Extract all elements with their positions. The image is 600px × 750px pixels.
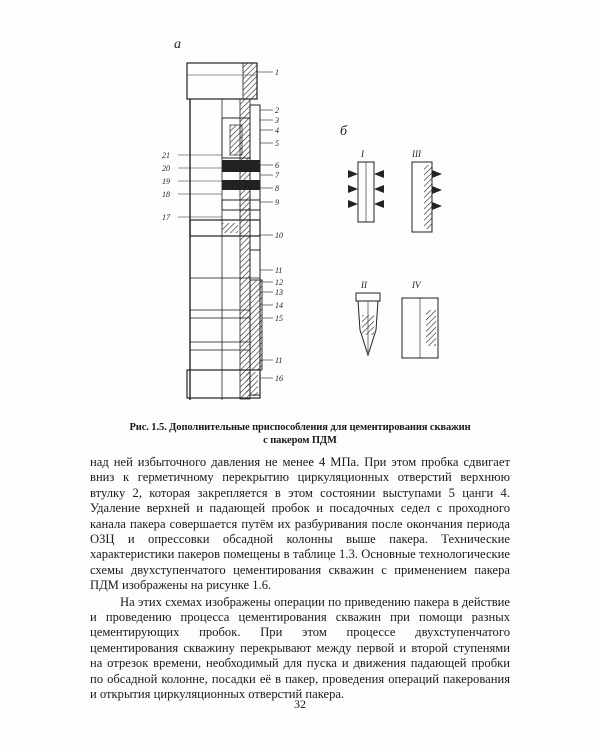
callout-19: 19 [162, 177, 170, 186]
panel-label-a: а [174, 37, 181, 52]
packer-figure [150, 30, 470, 430]
callout-21: 21 [162, 151, 170, 160]
packer-assembly [178, 63, 273, 400]
callout-18: 18 [162, 190, 170, 199]
plug-II [356, 293, 380, 355]
callout-4: 4 [275, 126, 279, 135]
caption-line-1: Рис. 1.5. Дополнительные приспособления для цементирования скважин [129, 422, 471, 433]
plug-I [348, 162, 384, 222]
callout-7: 7 [275, 171, 279, 180]
sub-label-II: II [361, 280, 367, 290]
callout-12: 12 [275, 278, 283, 287]
callout-6: 6 [275, 161, 279, 170]
page-number: 32 [294, 697, 306, 711]
callout-20: 20 [162, 164, 170, 173]
sub-label-IV: IV [412, 280, 421, 290]
sub-label-I: I [361, 149, 364, 159]
caption-line-2: с пакером ПДМ [263, 435, 337, 446]
callout-1: 1 [275, 68, 279, 77]
callout-8: 8 [275, 184, 279, 193]
callout-11b: 11 [275, 356, 283, 365]
callout-2: 2 [275, 106, 279, 115]
figure-caption [110, 421, 490, 447]
callout-14: 14 [275, 301, 283, 310]
callout-11a: 11 [275, 266, 283, 275]
packer-drawing [150, 30, 470, 430]
callout-5: 5 [275, 139, 279, 148]
panel-label-b: б [340, 124, 348, 139]
paragraph-2: На этих схемах изображены операции по приведению пакера в действие и проведению процесса цементирования скважин при помощи разных цементирующих пробок. При этом процессе двухступенчатого цементирования скважину перекрывают между первой и второй ступенями на отрезок времени, необходимый для пуска и движения падающей пробки по обсадной колонне, посадки её в пакер, проведения операций пакерования и открытия циркуляционных отверстий пакера. [90, 594, 510, 702]
paragraph-1: над ней избыточного давления не менее 4 МПа. При этом пробка сдвигает вниз к герметичному перекрытию циркуляционных отверстий верхнюю втулку 2, которая закрепляется в этом состоянии выступами 5 цанги 4. Удаление верхней и падающей пробок и посадочных седел с проходного канала пакера совершается путём их разбуривания после окончания периода ОЗЦ и опрессовки обсадной колонны выше пакера. Технические характеристики пакеров помещены в таблице 1.3. Основные технологические схемы двухступенчатого цементирования скважин с применением пакера ПДМ изображены на рисунке 1.6. [90, 455, 510, 593]
sub-label-III: III [412, 149, 421, 159]
callout-16: 16 [275, 374, 283, 383]
body-text [90, 455, 510, 703]
callout-17: 17 [162, 213, 170, 222]
callout-10: 10 [275, 231, 283, 240]
plug-IV [402, 298, 438, 358]
callout-13: 13 [275, 288, 283, 297]
plug-III [412, 162, 442, 232]
callout-9: 9 [275, 198, 279, 207]
callout-15: 15 [275, 314, 283, 323]
callout-3: 3 [275, 116, 279, 125]
